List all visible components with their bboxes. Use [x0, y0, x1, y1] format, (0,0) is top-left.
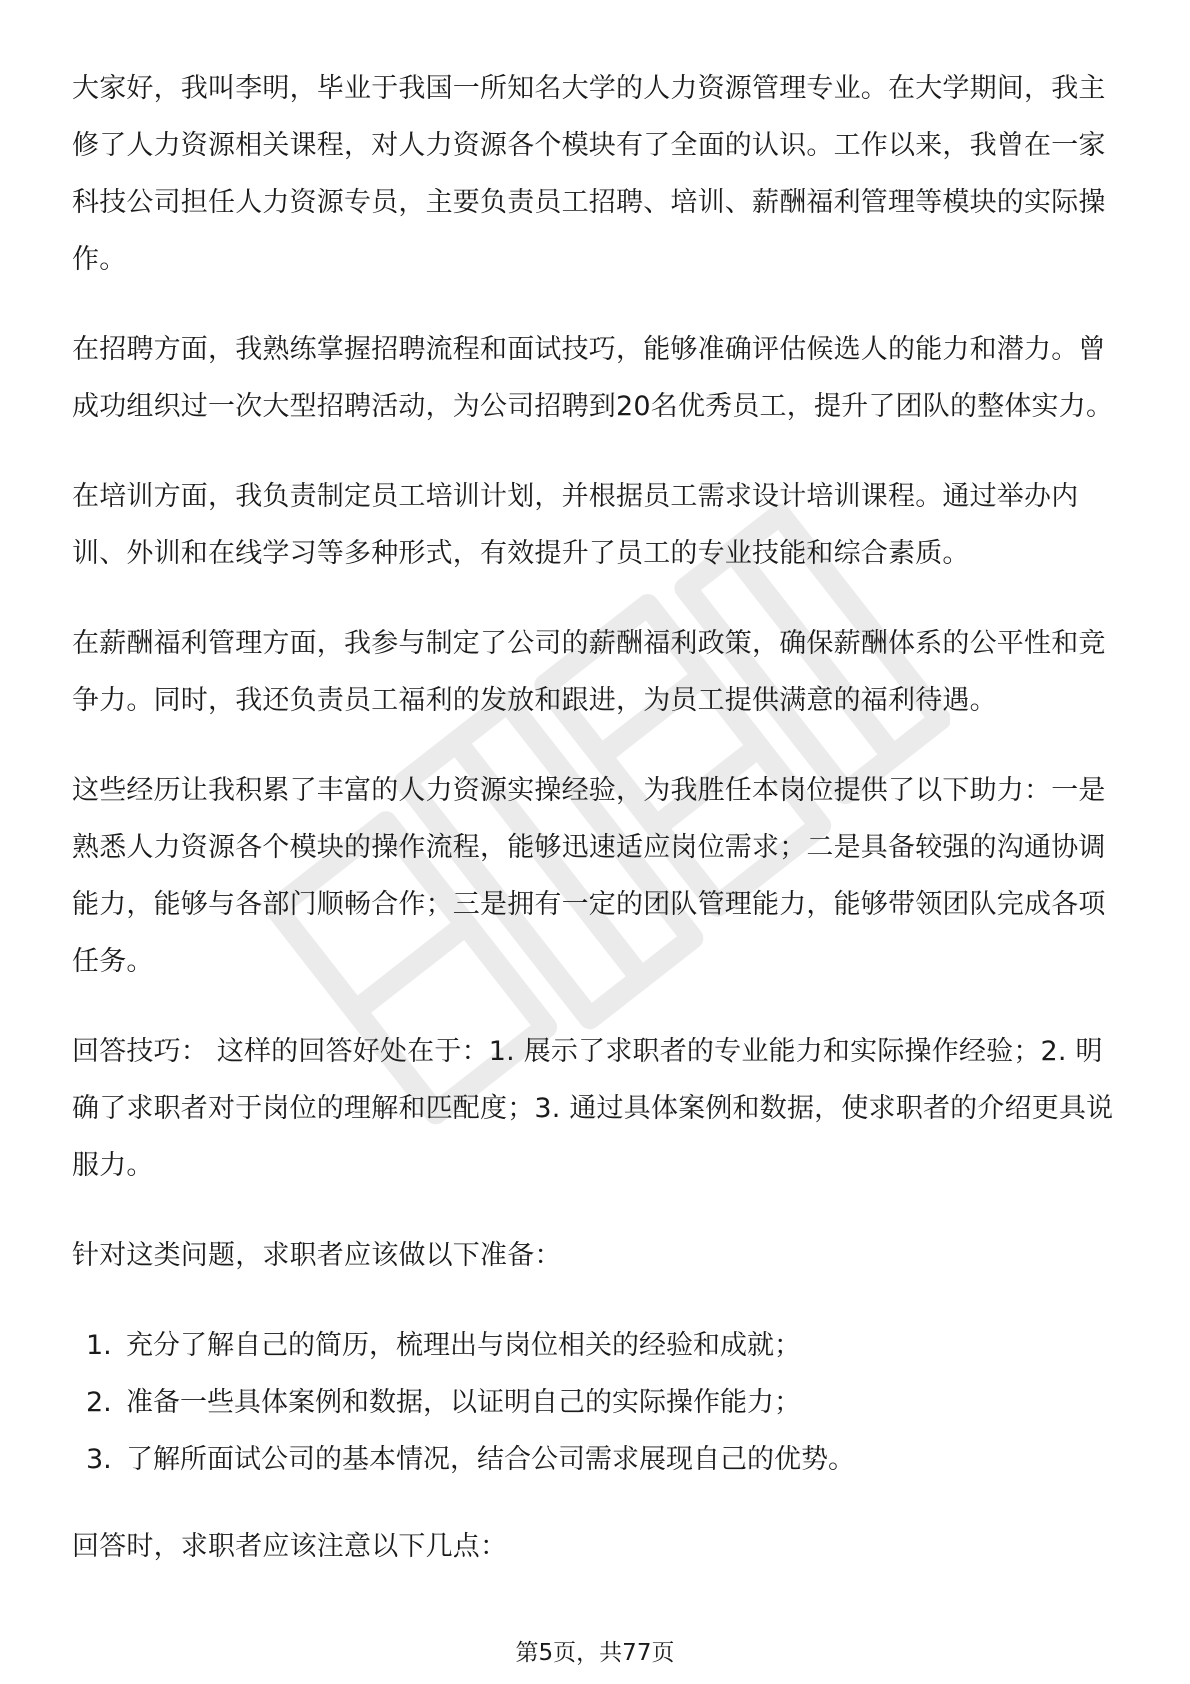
list-item-text: 充分了解自己的简历，梳理出与岗位相关的经验和成就； [126, 1330, 801, 1361]
list-item [86, 1374, 1122, 1431]
list-item [86, 1431, 1122, 1488]
document-body [72, 60, 1122, 1608]
page-footer: 第5页，共77页 [515, 1640, 675, 1666]
list-item-number: 3. [86, 1444, 112, 1475]
answer-tips-paragraph: 回答技巧： 这样的回答好处在于：1. 展示了求职者的专业能力和实际操作经验；2. 明确了求职者对于岗位的理解和匹配度；3. 通过具体案例和数据，使求职者的介绍更具说服力。 [72, 1036, 1114, 1181]
closing-paragraph: 回答时，求职者应该注意以下几点： [72, 1531, 508, 1562]
intro-paragraph: 大家好，我叫李明，毕业于我国一所知名大学的人力资源管理专业。在大学期间，我主修了人力资源相关课程，对人力资源各个模块有了全面的认识。工作以来，我曾在一家科技公司担任人力资源专员，主要负责员工招聘、培训、薪酬福利管理等模块的实际操作。 [72, 73, 1106, 275]
list-item-number: 2. [86, 1387, 112, 1418]
training-paragraph: 在培训方面，我负责制定员工培训计划，并根据员工需求设计培训课程。通过举办内训、外训和在线学习等多种形式，有效提升了员工的专业技能和综合素质。 [72, 481, 1079, 569]
compensation-paragraph: 在薪酬福利管理方面，我参与制定了公司的薪酬福利政策，确保薪酬体系的公平性和竞争力。同时，我还负责员工福利的发放和跟进，为员工提供满意的福利待遇。 [72, 628, 1106, 716]
experience-summary-paragraph: 这些经历让我积累了丰富的人力资源实操经验，为我胜任本岗位提供了以下助力：一是熟悉人力资源各个模块的操作流程，能够迅速适应岗位需求；二是具备较强的沟通协调能力，能够与各部门顺畅合作；三是拥有一定的团队管理能力，能够带领团队完成各项任务。 [72, 775, 1106, 977]
list-item-number: 1. [86, 1330, 112, 1361]
list-item-text: 了解所面试公司的基本情况，结合公司需求展现自己的优势。 [126, 1444, 855, 1475]
list-item-text: 准备一些具体案例和数据，以证明自己的实际操作能力； [126, 1387, 801, 1418]
list-item [86, 1317, 1122, 1374]
preparation-list [72, 1317, 1122, 1488]
recruiting-paragraph: 在招聘方面，我熟练掌握招聘流程和面试技巧，能够准确评估候选人的能力和潜力。曾成功组织过一次大型招聘活动，为公司招聘到20名优秀员工，提升了团队的整体实力。 [72, 334, 1114, 422]
preparation-intro-paragraph: 针对这类问题，求职者应该做以下准备： [72, 1240, 562, 1271]
